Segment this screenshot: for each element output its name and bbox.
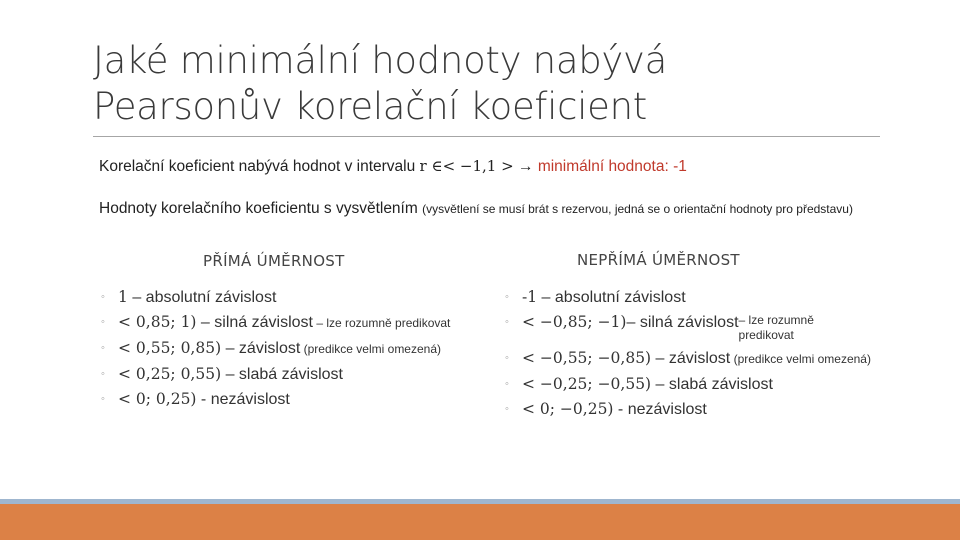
range: < −0,25; −0,55)	[522, 375, 652, 393]
bullet-icon: ◦	[505, 352, 509, 364]
bullet-icon: ◦	[101, 393, 105, 405]
title-line-2: Pearsonův korelační koeficient	[93, 85, 647, 128]
range: 1	[118, 288, 128, 306]
range: < 0,25; 0,55)	[118, 365, 222, 383]
interval-formula: r ∈< −1,1 >	[419, 157, 514, 175]
list-item	[505, 288, 885, 307]
list-item	[505, 349, 885, 369]
minimum-value-result: minimální hodnota: -1	[537, 158, 687, 175]
range: < 0; −0,25)	[522, 400, 614, 418]
bullet-icon: ◦	[505, 378, 509, 390]
range: < 0; 0,25)	[118, 390, 197, 408]
interval-statement	[99, 157, 687, 176]
description: – slabá závislost	[651, 376, 773, 393]
description: – absolutní závislost	[127, 289, 277, 306]
list-item	[101, 313, 491, 333]
bullet-icon: ◦	[505, 403, 509, 415]
list-item	[101, 339, 491, 359]
bullet-icon: ◦	[101, 316, 105, 328]
description: – závislost	[221, 340, 301, 357]
note: – lze rozumně predikovat	[738, 313, 814, 342]
direct-heading: PŘÍMÁ ÚMĚRNOST	[203, 252, 345, 270]
inverse-list	[505, 288, 885, 425]
list-item	[101, 288, 491, 307]
bullet-icon: ◦	[101, 291, 105, 303]
note: – lze rozumně predikovat	[312, 316, 451, 330]
list-item	[101, 365, 491, 384]
interval-text: Korelační koeficient nabývá hodnot v intervalu	[99, 158, 416, 175]
description: - nezávislost	[613, 401, 707, 418]
description: – závislost	[651, 350, 731, 367]
description: – absolutní závislost	[537, 289, 686, 306]
note: (predikce velmi omezená)	[300, 342, 441, 356]
list-item	[505, 375, 885, 394]
bullet-icon: ◦	[101, 368, 105, 380]
bullet-icon: ◦	[101, 342, 105, 354]
values-explanation-note: (vysvětlení se musí brát s rezervou, jedná se o orientační hodnoty pro představu)	[422, 202, 853, 216]
description: – slabá závislost	[221, 366, 343, 383]
description: – silná závislost	[196, 314, 313, 331]
bullet-icon: ◦	[505, 316, 509, 328]
footer-band-orange	[0, 504, 960, 540]
description: – silná závislost	[626, 314, 739, 331]
values-explanation	[99, 200, 859, 218]
description: - nezávislost	[196, 391, 290, 408]
direct-list	[101, 288, 491, 415]
list-item	[505, 400, 885, 419]
note: (predikce velmi omezená)	[730, 352, 871, 366]
range: < 0,85; 1)	[118, 313, 197, 331]
title-line-1: Jaké minimální hodnoty nabývá	[93, 39, 667, 82]
title-divider	[93, 136, 880, 137]
values-explanation-text: Hodnoty korelačního koeficientu s vysvětlením	[99, 200, 418, 217]
slide-title	[93, 38, 667, 130]
list-item	[505, 313, 885, 343]
range: < −0,55; −0,85)	[522, 349, 652, 367]
inverse-heading: NEPŘÍMÁ ÚMĚRNOST	[577, 251, 740, 269]
range: -1	[522, 288, 538, 306]
list-item	[101, 390, 491, 409]
range: < −0,85; −1)	[522, 313, 627, 331]
arrow-icon: →	[518, 158, 534, 175]
bullet-icon: ◦	[505, 291, 509, 303]
range: < 0,55; 0,85)	[118, 339, 222, 357]
